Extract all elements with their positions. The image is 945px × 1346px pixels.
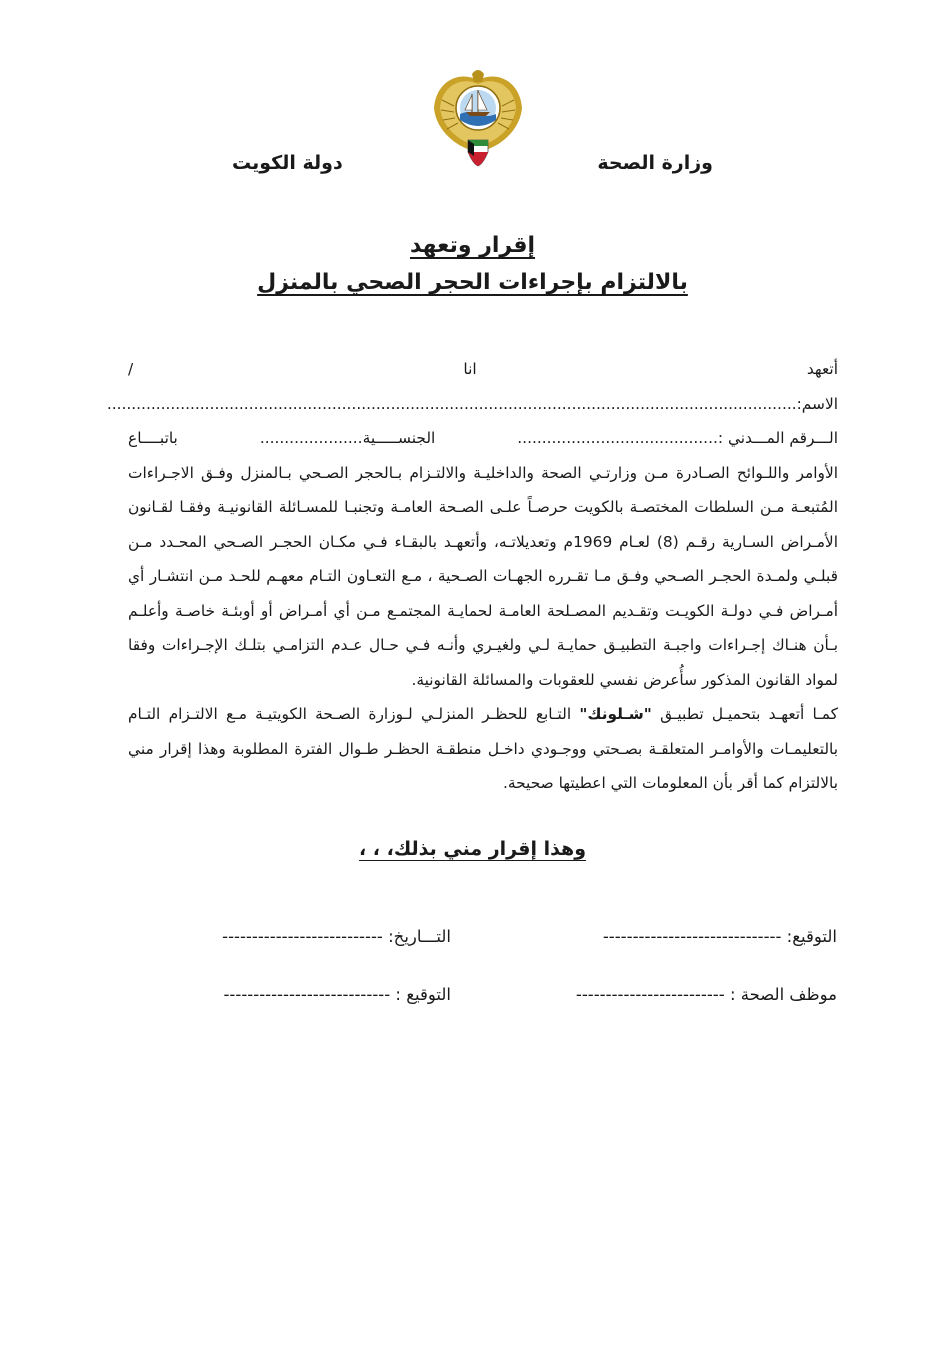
name-line: أتعهد انا / الاسم:............................................................................................................................................. xyxy=(106,360,838,413)
ministry-name: وزارة الصحة xyxy=(597,152,713,174)
nationality-field: الجنســـــية..................... xyxy=(259,429,436,447)
follow-word: باتبــــاع xyxy=(128,429,178,447)
kuwait-state-emblem-icon xyxy=(428,60,528,170)
employee-signature-field: التوقيع : ---------------------------- xyxy=(223,985,451,1004)
date-field: التـــاريخ: --------------------------- xyxy=(222,927,451,946)
closing-statement xyxy=(0,838,945,860)
civil-id-field: الـــرقم المـــدني :......................................... xyxy=(517,429,838,447)
civil-id-line xyxy=(128,421,838,456)
document-title xyxy=(0,233,945,258)
paragraph-2-end: التـابع للحظـر المنزلـي لـوزارة الصـحة الكويتيـة مـع الالتـزام التـام بالتعليمـات والأوامـر المتعلقـة بصـحتي ووجـودي داخـل منطقـة الحظـر طـوال الفترة المطلوبة وهذا إقرار مني بالالتزام كما أقر بأن المعلومات التي اعطيتها صحيحة. xyxy=(128,705,838,792)
paragraph-2-start: كمـا أتعهـد بتحميـل تطبيـق xyxy=(660,705,838,723)
document-subtitle-text: بالالتزام بإجراءات الحجر الصحي بالمنزل xyxy=(257,270,688,295)
declaration-paragraph-2 xyxy=(128,697,838,801)
document-title-text: إقرار وتعهد xyxy=(409,233,536,258)
closing-statement-text: وهذا إقرار مني بذلك، ، ، xyxy=(358,838,587,860)
declaration-body xyxy=(106,352,838,801)
state-name: دولة الكويت xyxy=(232,152,343,174)
health-employee-field: موظف الصحة : ------------------------- xyxy=(575,985,837,1004)
app-name: "شـلونك" xyxy=(579,705,652,723)
declaration-paragraph-1: الأوامر واللـوائح الصـادرة مـن وزارتـي الصحة والداخليـة والالتـزام بـالحجر الصـحي بـالمنزل وفـق الاجـراءات المُتبعـة مـن السلطات المختصـة بالكويت حرصـاً علـى الصـحة العامـة وتجنبـا للمسـائلة القانونيـة وفقـا لقـانون الأمـراض السـارية رقـم (8) لعـام 1969م وتعديلاتـه، وأتعهـد بالبقـاء فـي مكـان الحجـر الصـحي المحـدد مـن قبلـي ولمـدة الحجـر الصـحي وفـق مـا تقـرره الجهـات الصـحية ، مـع التعـاون التـام معهـم للحـد مـن انتشـار أي أمـراض فـي دولـة الكويـت وتقـديم المصـلحة العامـة لحمايـة المجتمـع مـن أي أمـراض أو أوبئـة خاصـة وأعلـم بـأن هنـاك إجـراءات واجبـة التطبيـق حمايـة لـي ولغيـري وأنـه فـي حـال عـدم التزامـي بتلـك الإجـراءات وفقا لمواد القانون المذكور سأُعرض نفسي للعقوبات والمسائلة القانونية. xyxy=(128,463,838,689)
signature-field: التوقيع: ------------------------------ xyxy=(602,927,837,946)
document-subtitle xyxy=(0,270,945,295)
